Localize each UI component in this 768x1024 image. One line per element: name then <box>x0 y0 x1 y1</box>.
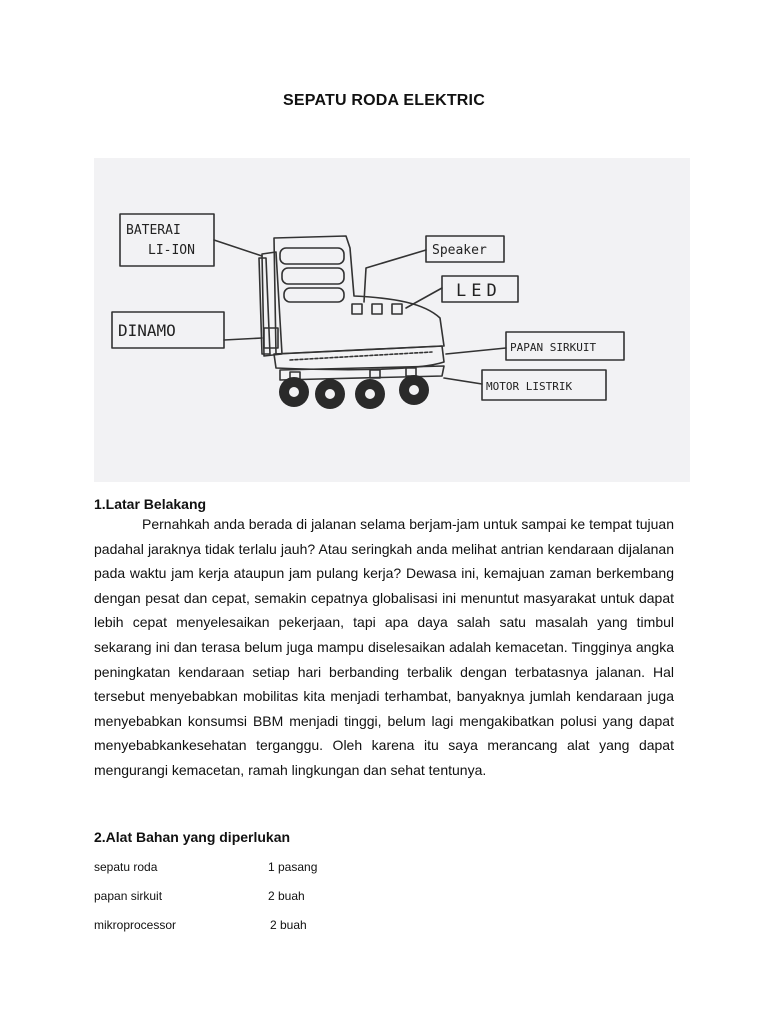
item-qty: 2 buah <box>270 918 307 932</box>
label-speaker: Speaker <box>432 243 487 258</box>
list-item <box>94 918 307 932</box>
item-qty: 2 buah <box>268 889 305 903</box>
item-name: sepatu roda <box>94 860 158 874</box>
document-title: SEPATU RODA ELEKTRIC <box>283 92 485 109</box>
item-name: mikroprocessor <box>94 918 177 932</box>
section1-heading: 1.Latar Belakang <box>94 496 207 512</box>
label-baterai: BATERAI <box>126 223 181 238</box>
item-qty: 1 pasang <box>268 860 318 874</box>
skate-sketch <box>94 158 690 482</box>
list-item <box>94 860 318 874</box>
item-name: papan sirkuit <box>94 889 163 903</box>
label-led: LED <box>456 281 502 301</box>
skate-wheels <box>279 375 429 409</box>
label-motor-listrik: MOTOR LISTRIK <box>486 380 573 393</box>
list-item <box>94 889 305 903</box>
label-li-ion: LI-ION <box>148 243 195 258</box>
baterai-label-box <box>120 214 214 266</box>
section1-paragraph: Pernahkah anda berada di jalanan selama berjam-jam untuk sampai ke tempat tujuan padahal jaraknya tidak terlalu jauh? Atau seringkah anda melihat antrian kendaraan dijalanan pada waktu jam kerja ataupun jam pulang kerja? Dewasa ini, kemajuan zaman berkembang dengan pesat dan cepat, semakin cepatnya globalisasi ini menuntut masyarakat untuk dapat lebih cepat menyelesaikan pekerjaan, tapi apa daya salah satu masalah yang timbul sekarang ini dan terasa belum juga mampu diselesaikan adalah kemacetan. Tingginya angka peningkatan kendaraan setiap hari berbanding terbalik dengan terbatasnya jalanan. Hal tersebut menyebabkan mobilitas kita menjadi terhambat, banyaknya jumlah kendaraan juga menyebabkan konsumsi BBM menjadi tinggi, belum lagi mengakibatkan polusi yang dapat menyebabkankesehatan terganggu. Oleh karena itu saya merancang alat yang dapat mengurangi kemacetan, ramah lingkungan dan sehat tentunya. <box>94 516 674 778</box>
skate-boot-drawing <box>259 236 444 380</box>
label-papan-sirkuit: PAPAN SIRKUIT <box>510 341 597 354</box>
skate-sketch-figure <box>94 158 690 482</box>
label-dinamo: DINAMO <box>118 321 176 340</box>
section2-heading: 2.Alat Bahan yang diperlukan <box>94 829 291 845</box>
